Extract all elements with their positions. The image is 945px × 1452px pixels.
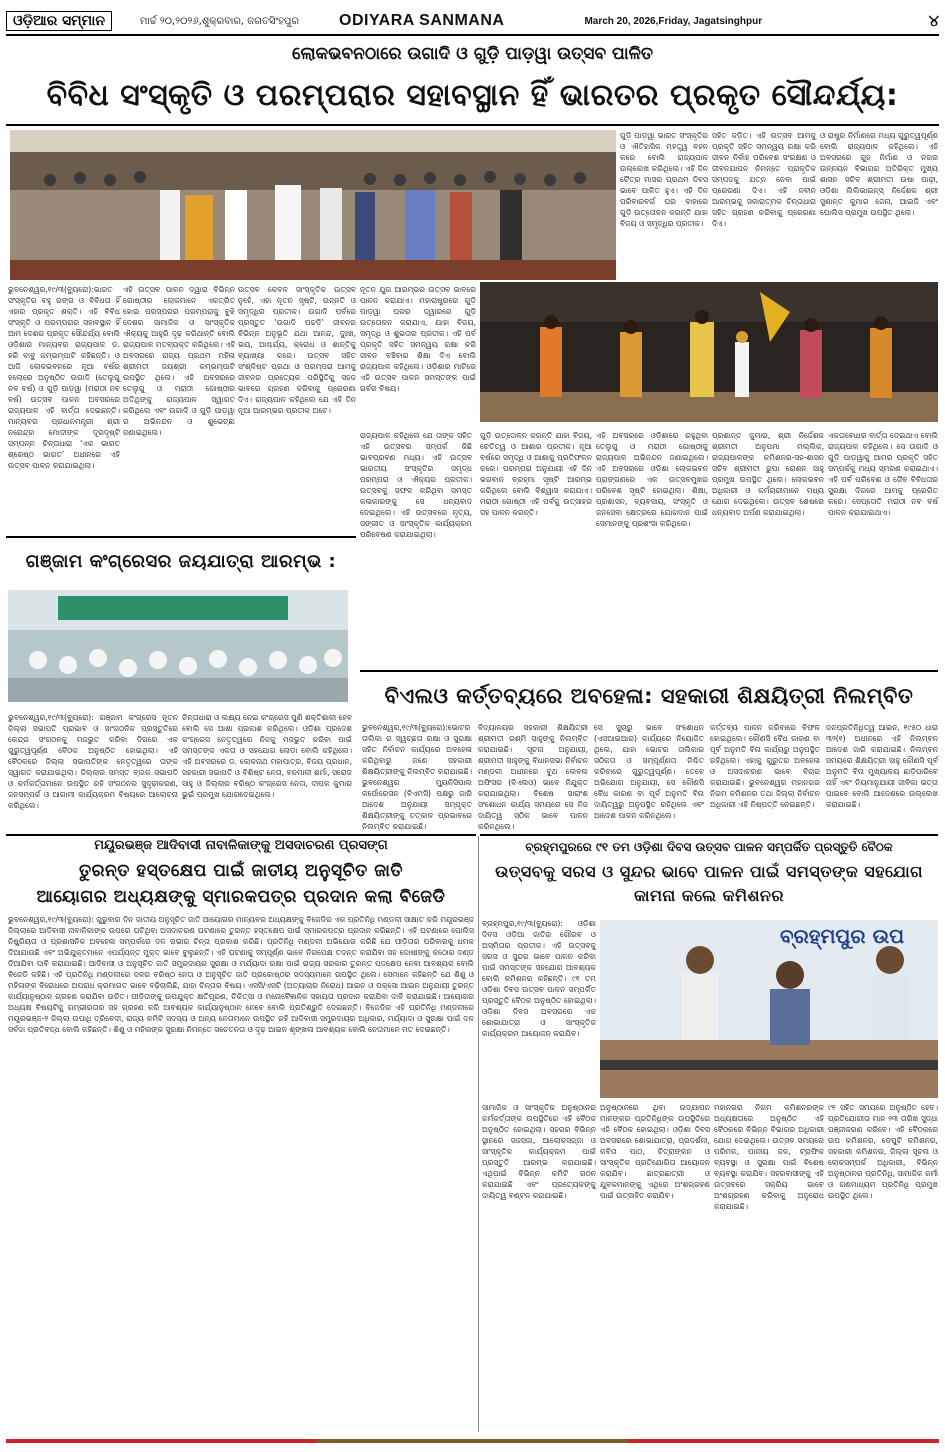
- divider: [6, 124, 939, 126]
- story5-col-1: ବ୍ରହ୍ମପୁର,୧୯/୩(ବ୍ୟୁରୋ): ଓଡ଼ିଶା ଦିବସ ଓଡ଼ିଆ ଜାତିର ଗୌରବ ଓ ଅସ୍ମିତାର ପ୍ରତୀକ। ଏହି ଉତ୍ସବକୁ ସରସ ଓ ସୁନ୍ଦର ଭାବେ ପାଳନ କରିବା ପାଇଁ ସମସ୍ତଙ୍କ ସହଯୋଗ ଆବଶ୍ୟକ ବୋଲି କମିଶନର କହିଛନ୍ତି। ୯୧ ତମ ଓଡ଼ିଶା ଦିବସ ଉତ୍ସବ ପାଳନ ସମ୍ପର୍କିତ ପ୍ରସ୍ତୁତି ବୈଠକ ଅନୁଷ୍ଠିତ ହୋଇଥିଲା। ଓଡ଼ିଶା ଦିବସ ଅବସରରେ ଏକ ଶୋଭାଯାତ୍ରା ଓ ସାଂସ୍କୃତିକ କାର୍ଯ୍ୟକ୍ରମ ଆୟୋଜନ କରାଯିବ।: [482, 919, 596, 1038]
- story2-col-1: ଭୁବନେଶ୍ୱର,୧୯/୩(ବ୍ୟୁରୋ): ଗଞ୍ଜାମ କଂଗ୍ରେସ ନୂତନ ଜିଲ୍ଲା ସଭାପତି ପ୍ରଭାବ ଓ ସାଂଗଠନିକ ପ୍ରସ୍ତୁତିରେ କେନ୍ଦ୍ର ସଂଗଠନକୁ ମଜଭୁତ କରିବା ଦିଗରେ ଏକ ଗୁରୁତ୍ୱପୂର୍ଣ୍ଣ ବୈଠକ ଅନୁଷ୍ଠିତ ହୋଇଥିଲା। ଏହି ବୈଠକରେ ଜିଲ୍ଲା ସଭାପତିଙ୍କ ନେତୃତ୍ୱରେ ତାଙ୍କ ସ୍ୱାଗତ କରାଯାଇଥିଲା। ଜିଲ୍ଲାର ସମସ୍ତ ବ୍ଲକ ସଭାପତି ଓ କର୍ମକର୍ତ୍ତାମାନେ ଉପସ୍ଥିତ ରହି ସଂଗଠନର ସୁଦୃଢ଼ୀକରଣ, ଜନସମ୍ପର୍କ ଓ ଆଗାମୀ କାର୍ଯ୍ୟକ୍ରମ ବିଷୟରେ ଆଲୋଚନା କରିଥିଲେ।: [8, 713, 178, 810]
- lead-col-9: ଏକତାବୋଧର ବାର୍ତ୍ତା ଦେଇଥାଏ ବୋଲି ରାଜ୍ୟପାଳ କହିଥିଲେ। ସେ ଉଗାଦି ଓ ଗୁଡ଼ି ପାଡ଼ୱାକୁ ଆମର ପ୍ରକୃତି ସହିତ ସମ୍ପର୍କକୁ ମଧ୍ୟ ସ୍ମରଣ କରାଇଥାଏ। ଏହି ପର୍ବ ପରିବେଶ ଓ ଜୈବ ବିବିଧତାର ସୁରକ୍ଷା ଦିଗରେ ଆମକୁ ପ୍ରେରିତ କରେ। ସେପ୍ତୋତି ମରାଠୀ ନବ ବର୍ଷ ପାଳନ କରାଯାଇଥାଏ।: [828, 431, 938, 517]
- lead-col-8b: ଗୁଡ଼ି ଉତ୍ତୋଳନ କରନ୍ତି ଯାହା ବିଜୟ, ଚେତିତ୍ୱ ଓ ଆଶାର ପ୍ରତୀକ। ନୂଆ ବର୍ଷରେ ସମୃଦ୍ଧି ଓ ଆଶାକୁ ପ୍ରତିଫଳନ କରେ। ପରମ୍ପରା ଅନୁଯାୟୀ ଏହି ଦିନ ଭଗବାନ ବ୍ରହ୍ମା ସୃଷ୍ଟି ଆରମ୍ଭ କରିଥିଲେ ବୋଲି ବିଶ୍ୱାସ କରାଯାଏ। ମରାଠୀ ଗୋଷ୍ଠୀ ଏହି ପର୍ବକୁ ଉତ୍ସାହର ସହ ପାଳନ କରନ୍ତି।: [480, 431, 592, 517]
- page-number: ୪: [928, 11, 939, 30]
- story4-headline-line1: ତୁରନ୍ତ ହସ୍ତକ୍ଷେପ ପାଇଁ ଜାତୀୟ ଅନୁସୂଚିତ ଜାତି: [79, 861, 403, 881]
- date-odia: ମାର୍ଚ୍ଚ ୨୦,୨୦୨୬,ଶୁକ୍ରବାର, ଜଗତସିଂହପୁର: [139, 15, 299, 27]
- story3-col-1: ଭୁବନେଶ୍ୱର,୧୯/୩(ବ୍ୟୁରୋ):ଭୋଟର ତାଲିକା ର ସ୍ୱଚ୍ଛତା ରକ୍ଷା ଓ ସୁରକ୍ଷା ସହିତ ନିର୍ବାଚନ କାର୍ଯ୍ୟରେ ଅବହେଳା କରିଥିବାରୁ ଜଣେ ସହକାରୀ ଶିକ୍ଷୟିତ୍ରୀଙ୍କୁ ନିଲମ୍ବିତ କରାଯାଇଛି। ଭୁବନେଶ୍ୱର ମ୍ୟୁନିସିପାଲ କର୍ପୋରେସନ (ବିଏମସି) ପକ୍ଷରୁ ଜାରି ଆଦେଶ ଅନୁଯାୟୀ ସମ୍ପୃକ୍ତ ଶିକ୍ଷୟିତ୍ରୀଙ୍କୁ ତତ୍କାଳ ପ୍ରଭାବରେ ନିଲମ୍ବିତ କରାଯାଇଛି।: [362, 723, 472, 831]
- divider: [6, 834, 476, 836]
- lead-col-8d: ପ୍ରଶାନ୍ତ କୁମାର, ଶ୍ରୀ ନିର୍ଦ୍ଦେଶକ ଶ୍ରୀମତୀ ଅନୁପମା ମଲ୍ଲିକ, ରାଜ୍ୟପାଳଙ୍କ କମିଶନର-ସହ-ଶାସନ ସଚିବ ଶ୍ରୀମତୀ ରୁପା ରୋଶନ ସାହୁ ପ୍ରମୁଖ ଉପସ୍ଥିତ ଥିଲେ। ଲୋକଭବନ ଅଧିକାରୀ ଓ କର୍ମଚାରୀମାନେ ମଧ୍ୟ ଯୋଗ ଦେଇଥିଲେ। ଉତ୍ସବ ଶେଷରେ ଧନ୍ୟବାଦ ଅର୍ପଣ କରାଯାଇଥିଲା।: [712, 431, 824, 517]
- date-english: March 20, 2026,Friday, Jagatsinghpur: [584, 15, 763, 27]
- story5-kicker: ବ୍ରହ୍ମପୁରରେ ୯୧ ତମ ଓଡ଼ିଶା ଦିବସ ଉତ୍ସବ ପାଳନ ସମ୍ପର୍କିତ ପ୍ରସ୍ତୁତି ବୈଠକ: [525, 840, 893, 854]
- story5-headline: ଉତ୍ସବକୁ ସରସ ଓ ସୁନ୍ଦର ଭାବେ ପାଳନ ପାଇଁ ସମସ୍ତଙ୍କ ସହଯୋଗ କାମନା କଲେ କମିଶନର: [495, 862, 923, 905]
- story4-body: ଭୁବନେଶ୍ୱର,୧୯/୩(ବ୍ୟୁରୋ): ଗୁରୁବାର ଦିନ ଜାତୀୟ ଅନୁସୂଚିତ ଜାତି ଆୟୋଗର ମାନ୍ୟବର ଅଧ୍ୟକ୍ଷଙ୍କୁ ବିଜେଡିର ଏକ ପ୍ରତିନିଧି ମଣ୍ଡଳୀ ସାକ୍ଷାତ କରି ମୟୂରଭଞ୍ଜ ଜିଲ୍ଲାରେ ଆଦିବାସୀ ନାବାଳିକାଙ୍କ ଉପରେ ଘଟିଥିବା ଅସଦାଚରଣ ଘଟଣାରେ ତୁରନ୍ତ ହସ୍ତକ୍ଷେପ ପାଇଁ ସ୍ମାରକପତ୍ର ପ୍ରଦାନ କରିଛନ୍ତି। ଏହି ଘଟଣାରେ ପୋଲିସ ନିଷ୍କ୍ରିୟତା ଓ ପ୍ରଶାସନିକ ଅବହେଳା ସମ୍ପର୍କରେ ଦଳ ଗଭୀର ଚିନ୍ତା ପ୍ରକାଶ କରିଛି। ପ୍ରତିନିଧି ମଣ୍ଡଳୀ ଅଭିଯୋଗ କରିଛି ଯେ ପୀଡ଼ିତାର ପରିବାରକୁ ଧମକ ଦିଆଯାଉଛି ଏବଂ ଅଭିଯୁକ୍ତମାନେ ଏପର୍ଯ୍ୟନ୍ତ ମୁକ୍ତ ଭାବେ ବୁଲୁଛନ୍ତି। ଏହି ଘଟଣାକୁ ସମ୍ପୂର୍ଣ୍ଣ ଭାବେ ନିରପେକ୍ଷ ତଦନ୍ତ କରାଯିବା ସହ ଦୋଷୀଙ୍କୁ କଠୋର ଦଣ୍ଡ ଦିଆଯିବା ଦାବି କରାଯାଇଛି। ଆଦିବାସୀ ଓ ଅନୁସୂଚିତ ଜାତି ସମ୍ପ୍ରଦାୟର ସୁରକ୍ଷା ଓ ମର୍ଯ୍ୟାଦା ରକ୍ଷା ପାଇଁ ରାଜ୍ୟ ସରକାର ତୁରନ୍ତ ପଦକ୍ଷେପ ନେବା ଆବଶ୍ୟକ ବୋଲି ବିଜେଡି କହିଛି। ଏହି ପ୍ରତିନିଧି ମଣ୍ଡଳୀରେ ଦଳର ବରିଷ୍ଠ ନେତା ଓ ଅନୁସୂଚିତ ଜାତି ପ୍ରକୋଷ୍ଠର ସଦସ୍ୟମାନେ ଉପସ୍ଥିତ ଥିଲେ। ସେମାନେ କହିଛନ୍ତି ଯେ ଶିଶୁ ଓ ମହିଳାଙ୍କ ବିରୋଧରେ ଅପରାଧ କ୍ରମାଗତ ଭାବେ ବଢ଼ିଚାଲିଛି, ଯାହା ଚିନ୍ତାର ବିଷୟ। ଏସସି/ଏସଟି (ଅତ୍ୟାଚାର ନିରୋଧ) ଆଇନ ଓ ପକ୍ସୋ ଆଇନ ଅନୁଯାୟୀ ତୁରନ୍ତ କାର୍ଯ୍ୟାନୁଷ୍ଠାନ ଗ୍ରହଣ କରାଯିବା ଉଚିତ। ପୀଡ଼ିତାଙ୍କୁ ଉପଯୁକ୍ତ କ୍ଷତିପୂରଣ, ଚିକିତ୍ସା ଓ ମନୋବୈଜ୍ଞାନିକ ସହାୟତା ପ୍ରଦାନ କରାଯିବା ଦାବି କରାଯାଇଛି। ଆୟୋଗର ଅଧ୍ୟକ୍ଷ ବିଷୟଟିକୁ ଗମ୍ଭୀରତାର ସହ ଗ୍ରହଣ କରି ଆବଶ୍ୟକ କାର୍ଯ୍ୟାନୁଷ୍ଠାନ ନେବେ ବୋଲି ପ୍ରତିଶ୍ରୁତି ଦେଇଛନ୍ତି। ବିଜେଡିର ଏହି ପ୍ରତିନିଧି ମଣ୍ଡଳୀରେ ମୟୂରଭଞ୍ଜ-୨ ଜିଲ୍ଲା ଉପାଧି ତ୍ରିବେଦୀ, ରାଜ୍ୟ କମିଟି ସଦସ୍ୟ ଓ ଅନ୍ୟ ନେତାମାନେ ଉପସ୍ଥିତ ରହି ଆଦିବାସୀ ସମ୍ପ୍ରଦାୟର ଅଧିକାର, ମର୍ଯ୍ୟାଦା ଓ ସୁରକ୍ଷା ପାଇଁ ଦଳ ସର୍ବଦା ପ୍ରତିବଦ୍ଧ ବୋଲି କହିଛନ୍ତି। ଶିଶୁ ଓ ମହିଳାଙ୍କ ସୁରକ୍ଷା ନିମନ୍ତେ ସଚେତନତା ଓ ଦୃଢ଼ ଆଇନ ଶୃଙ୍ଖଳା ଆବଶ୍ୟକ ବୋଲି ନେତାମାନେ ମତ ଦେଇଛନ୍ତି।: [8, 915, 474, 1034]
- story5-col-2: ସାମାଜିକ ଓ ସାଂସ୍କୃତିକ ଅନୁଷ୍ଠାନର କର୍ମକର୍ତ୍ତାଙ୍କ ଉପସ୍ଥିତିରେ ଏହି ବୈଠକ ଅନୁଷ୍ଠିତ ହୋଇଥିଲା। ସହରର ବିଭିନ୍ନ ସ୍ଥାନରେ ସଜସଜା, ଆଲୋକସଜ୍ଜା ଓ ସାଂସ୍କୃତିକ କାର୍ଯ୍ୟକ୍ରମ ପାଇଁ ପ୍ରସ୍ତୁତି ଆରମ୍ଭ କରାଯାଇଛି। ଏଥିପାଇଁ ବିଭିନ୍ନ କମିଟି ଗଠନ କରାଯାଇଛି ଏବଂ ପ୍ରତ୍ୟେକଙ୍କୁ ଦାୟିତ୍ୱ ବଣ୍ଟନ କରାଯାଇଛି।: [482, 1103, 596, 1200]
- meeting-photo-image: [8, 590, 348, 702]
- newspaper-logo: ଓଡ଼ିଆର ସମ୍ମାନ: [6, 11, 112, 31]
- lead-photo-dance: [480, 282, 938, 422]
- story3-col-2: ବିଦ୍ୟାଳୟର ସହକାରୀ ଶିକ୍ଷୟିତ୍ରୀ ଶ୍ରୀମତୀ ରଶ୍ମି ସାହୁଙ୍କୁ ନିଲମ୍ବିତ କରାଯାଇଛି। ସୂଚନା ଅନୁଯାୟୀ, ଶ୍ରୀମତୀ ସାହୁଙ୍କୁ ବିଧାନସଭା ନିର୍ବାଚନ ମଣ୍ଡଳୀ ଅଧୀନରେ ବୁଥ ଲେବଲ ଅଫିସର (ବିଏଲଓ) ଭାବେ ନିଯୁକ୍ତ କରାଯାଇଥିଲା। ବିଶେଷ ସାରାଂଶ ସଂଶୋଧନ କାର୍ଯ୍ୟ ସମୟରେ ସେ ନିଜ ଦାୟିତ୍ୱ ସଠିକ ଭାବେ ପାଳନ କରିନଥିଲେ।: [478, 723, 588, 831]
- dance-photo-image: [480, 282, 938, 422]
- lead-col-7: ଓ ରାଷ୍ଟ୍ର ନିର୍ମାଣରେ ମଧ୍ୟ ଗୁରୁତ୍ୱପୂର୍ଣ୍ଣ ବୋଲି ରାଜ୍ୟପାଳ କହିଥିଲେ। ଏହି ଅବସରରେ ଗୁହ ନିର୍ମାଣ ଓ ନଗର ଉନ୍ନୟନ ବିଭାଗର ଅତିରିକ୍ତ ମୁଖ୍ୟ ଶାସନ ସଚିବ ଶ୍ରୀମତୀ ଉଷା ପାଢ଼ୀ, ଓଡ଼ିଶା ଲିଲିଭାଇନ୍ସ୍ ନିର୍ଦ୍ଦେଶକ ଶ୍ରୀ ସୁଶାନ୍ତ କୁମାର ଜେନା, ଆଇଜି ଏବଂ ପୋଲିସ ପ୍ରମୁଖ ଉପସ୍ଥିତ ଥିଲେ।: [820, 131, 938, 217]
- footer-band-red: [6, 1439, 317, 1443]
- column-divider: [478, 836, 479, 1432]
- story4-kicker: ମୟୂରଭଞ୍ଜ ଆଦିବାସୀ ନାବାଳିକାଙ୍କୁ ଅସଦାଚରଣ ପ୍ରସଙ୍ଗ: [94, 838, 388, 853]
- audience-photo-image: [10, 130, 616, 280]
- footer-band-red: [628, 1439, 939, 1443]
- footer-stripe: [6, 1436, 939, 1446]
- story5-col-3: ଅନୁଷ୍ଠାନରେ ଥିବା ଉଦ୍‌ଯାପନ ମାନଙ୍କର ପ୍ରତିନିଧିଙ୍କ ଉପସ୍ଥିତିରେ ଏହି ବୈଠକ ହୋଇଥିଲା। ଓଡ଼ିଶା ଦିବସ ଅବସରରେ ଶୋଭାଯାତ୍ରା, ପ୍ରଦର୍ଶନୀ, କବିତା ପାଠ, ଚିତ୍ରାଙ୍କନ ଓ ସାଂସ୍କୃତିକ ପ୍ରତିଯୋଗିତା ଆୟୋଜନ କରାଯିବ। ଛାତ୍ରଛାତ୍ରୀ ଓ ଯୁବକମାନଙ୍କୁ ଏଥିରେ ଅଂଶଗ୍ରହଣ ପାଇଁ ଉତ୍ସାହିତ କରାଯିବ।: [600, 1103, 710, 1200]
- story5-col-5: ୯୧ ସହିତ ସମୟରେ ଅନୁଷ୍ଠିତ ହେବ। ପ୍ରତିଯୋଗୀତା ମାନ ୨୩ ତାରିଖ ସୁଦ୍ଧା ପଞ୍ଜୀକରଣ କରିବେ। ଏହି ବୈଠକରେ ଉପ କମିଶନର, ଡେପୁଟି କମିଶନର, ସହକାରୀ କମିଶନର, ଜିଲ୍ଲା ସୂଚନା ଓ ଲୋକସମ୍ପର୍କ ଅଧିକାରୀ, ବିଭିନ୍ନ ଅନୁଷ୍ଠାନର ପ୍ରତିନିଧି, ସାମାଜିକ କର୍ମୀ ଓ ଗଣମାଧ୍ୟମ ପ୍ରତିନିଧି ପ୍ରମୁଖ ଉପସ୍ଥିତ ଥିଲେ।: [828, 1103, 938, 1200]
- story3-col-4: କର୍ତ୍ତବ୍ୟ ପାଳନ କରିବାରେ ବିଫଳ ହୋଇଥିଲେ। କୌଣସି ବୈଧ କାରଣ ବା ପୂର୍ବ ଅନୁମତି ବିନା କାର୍ଯ୍ୟରୁ ଅନୁପସ୍ଥିତ ରହିଥିଲେ। ଏହାକୁ ଗୁରୁତର ଅବହେଳା ଓ ଅସଦାଚରଣ ଭାବେ ବିଚାର କରାଯାଇଛି। ଭୁବନେଶ୍ୱର ମହାନଗର ନିଗମ କମିଶନର ତଥା ଜିଲ୍ଲା ନିର୍ବାଚନ ଅଧିକାରୀ ଏହି ନିଷ୍ପତ୍ତି ନେଇଛନ୍ତି।: [710, 723, 820, 809]
- lead-headline: ବିବିଧ ସଂସ୍କୃତି ଓ ପରମ୍ପରାର ସହାବସ୍ଥାନ ହିଁ ଭାରତର ପ୍ରକୃତ ସୌନ୍ଦର୍ଯ୍ୟ:: [46, 78, 899, 113]
- lead-col-2: ଏହି ଉତ୍ସବ ପାଳନ ଦ୍ୱାରା ବିଭିନ୍ନ ଗୋଷ୍ଠୀର ଲୋକମାନେ ଏକତ୍ରିତ ହୋଇ ପରସ୍ପରର ପରମ୍ପରାକୁ ବୁଝି ଦେଶର ସାମାଜିକ ଓ ସାଂସ୍କୃତିକ ଐକ୍ୟକୁ ଆହୁରି ଦୃଢ଼ କରିଥାନ୍ତି ବୋଲି ରାଜ୍ୟପାଳ ମତବ୍ୟକ୍ତ କରିଥିଲେ। ଏହି ଅବସରରେ ରାଜ୍ୟ ପ୍ରଥମ ମହିଳା ଶ୍ରୀମତୀ ଜୟଶ୍ରୀ କମ୍ଭମ୍ପାଟି ଉପସ୍ଥିତ ଥିଲେ। ଏହି ଅବସରରେ ତେଲୁଗୁ ଓ ମରାଠୀ ଗୋଷ୍ଠୀର ଅତିଥିଙ୍କୁ ରାଜ୍ୟପାଳ ସ୍ୱାଗତ କରିଥିଲେ ଏବଂ ଉଗାଦି ଓ ଗୁଡ଼ି ପାଡ଼ୱା ର ଅଭିନନ୍ଦନ ଓ ଶୁଭେଚ୍ଛା ଜଣାଇଥିଲେ।: [123, 285, 235, 437]
- lead-col-8a: ରାଜ୍ୟପାଳ କହିଥିଲେ ଯେ ତାଙ୍କ ସହିତ ଏହି ଉତ୍ସବର ସମ୍ପର୍କ କିଛି ଭାବପ୍ରବଣ ମଧ୍ୟ। ଏହି ଉତ୍ସବ ଭାରତୀୟ ସଂସ୍କୃତିର ସମୃଦ୍ଧ ପରମ୍ପରା ଓ ଐକ୍ୟର ପ୍ରତୀକ। ଉତ୍ସବକୁ ସଫଳ କରିଥିବା ସମସ୍ତ କଳାକାରଙ୍କୁ ସେ ଧନ୍ୟବାଦ ଦେଇଥିଲେ। ଏହି ଉତ୍ସବରେ ନୃତ୍ୟ, ସଙ୍ଗୀତ ଓ ସାଂସ୍କୃତିକ କାର୍ଯ୍ୟକ୍ରମ ପରିବେଷଣ କରାଯାଇଥିଲା।: [360, 431, 472, 539]
- divider: [6, 536, 356, 538]
- divider: [360, 670, 938, 672]
- divider: [480, 834, 938, 836]
- lead-col-8c: ଏହି ଅବସରରେ ଓଡ଼ିଶାରେ ରହୁଥିବା ତେଲୁଗୁ ଓ ମରାଠୀ ଗୋଷ୍ଠୀକୁ ରାଜ୍ୟପାଳ ଅଭିନନ୍ଦନ ଜଣାଇଥିଲେ। ଏହି ଅବସରରେ ଓଡ଼ିଶା ଲୋକଭବନ ପ୍ରାଙ୍ଗଣରେ ଏକ ଉତ୍ସବମୁଖର ପରିବେଶ ସୃଷ୍ଟି ହୋଇଥିଲା। ଶିକ୍ଷା, ପ୍ରଶାସନ, ବ୍ୟବସାୟ, ସଂସ୍କୃତି ଓ ଜନସେବା କ୍ଷେତ୍ରରେ ଯୋଗଦାନ ପାଇଁ ସେମାନଙ୍କୁ ପ୍ରଶଂସା କରିଥିଲେ।: [596, 431, 708, 528]
- story5-col-4: ମହାନଗର ନିଗମ କମିଶନରଙ୍କ ଅଧ୍ୟକ୍ଷତାରେ ଅନୁଷ୍ଠିତ ଏହି ବୈଠକରେ ବିଭିନ୍ନ ବିଭାଗର ଅଧିକାରୀ ଯୋଗ ଦେଇଥିଲେ। ଉତ୍ସବ ସମୟରେ ପରିମଳ, ପାନୀୟ ଜଳ, ଟ୍ରାଫିକ ବ୍ୟବସ୍ଥା ଓ ସୁରକ୍ଷା ପାଇଁ ବିଶେଷ ବ୍ୟବସ୍ଥା କରାଯିବ। ସହରବାସୀଙ୍କୁ ଏହି ଉତ୍ସବରେ ସକ୍ରିୟ ଭାବେ ଅଂଶଗ୍ରହଣ କରିବାକୁ ଅନୁରୋଧ କରାଯାଇଛି।: [714, 1103, 824, 1211]
- footer-band-brown: [317, 1439, 628, 1443]
- lead-col-5: ଗୁଡ଼ି ପାଡ଼ୱା ଭାରତ ସଂସ୍କୃତିର ଓ ଐତିହାସିକ ମହତ୍ତ୍ୱ ବହନ କରେ ବୋଲି ରାଜ୍ୟପାଳ ଉଲ୍ଲେଖ କରିଥିଲେ। ଏହି ଦିନ ଚୈତ୍ର ମାସର ପ୍ରଥମ ଦିବସ ଭାବେ ପାଳିତ ହୁଏ। ଏହି ଦିନ ପରିବାରବର୍ଗ ଘର ବାହାରେ ଗୁଡ଼ି ଉତ୍ତୋଳନ କରନ୍ତି ଯାହା ବିଜୟ ଓ ସମୃଦ୍ଧିର ପ୍ରତୀକ।: [620, 131, 708, 228]
- lead-photo-audience: [10, 130, 616, 280]
- lead-col-3: ଉତ୍ସବ କେବଳ ସାଂସ୍କୃତିକ ଉତ୍ସବ ନୁହେଁ, ଏହା ନୂତନ ସୃଷ୍ଟି, ଉନ୍ନତି ଓ ସମୃଦ୍ଧିର ପ୍ରତୀକ। ଉଗାଦି ପର୍ବରେ ପ୍ରସ୍ତୁତ ‘ଉଗାଦି ପଚ୍ଚଡ଼ି’ ଜୀବନର ବିଭିନ୍ନ ଅନୁଭୂତି ଯଥା ଆନନ୍ଦ, ଦୁଃଖ, ଭୟ, ଆଶ୍ଚର୍ଯ୍ୟ, କ୍ରୋଧ ଓ ଶାନ୍ତିକୁ ବ୍ୟାଖ୍ୟା କରେ। ଉତ୍ସବ ସହିତ ସଂଶ୍ଳିଷ୍ଟ ପ୍ରଥା ଓ ପରମ୍ପରା ଆମକୁ ଜୀବନର ପ୍ରତ୍ୟେକ ପରିସ୍ଥିତିକୁ ସହଜ ଭାବରେ ଗ୍ରହଣ କରିବାକୁ ପ୍ରେରଣା ଦିଏ। ରାଜ୍ୟପାଳ କହିଥିଲେ ଯେ ଏହି ଦିନ ନୂଆ ଆରମ୍ଭର ପ୍ରତୀକ ଅଟେ।: [238, 285, 356, 415]
- lead-col-6: ସହିତ ଜଡ଼ିତ। ଏହି ଉତ୍ସବ ଆମକୁ ପ୍ରକୃତି ସହିତ ସମନ୍ୱୟ ରକ୍ଷା କରି ଜୀବନ ନିର୍ବାହ ପରିବେଶ ସଂରକ୍ଷଣ ଓ ଜୀବନଯାପନ ନିମନ୍ତେ ପ୍ରାକୃତିକ ସମ୍ପଦକୁ ଯତ୍ନ ନେବା ପାଇଁ ପ୍ରେରଣା ଦିଏ। ଏହି ନବୀନ ଆରମ୍ଭକୁ ସକାରାତ୍ମକ ଚିନ୍ତାଧାରା ସହିତ ଗ୍ରହଣ କରିବାକୁ ପ୍ରେରଣା ଦିଏ।: [712, 131, 816, 228]
- story4-headline-line2: ଆୟୋଗର ଅଧ୍ୟକ୍ଷଙ୍କୁ ସ୍ମାରକପତ୍ର ପ୍ରଦାନ କଲା ବିଜେଡି: [36, 887, 446, 907]
- lead-kicker: ଲୋକଭବନଠାରେ ଉଗାଦି ଓ ଗୁଡ଼ି ପାଡ଼ୱା ଉତ୍ସବ ପାଳିତ: [292, 44, 653, 64]
- story3-headline: ବିଏଲଓ କର୍ତ୍ତବ୍ୟରେ ଅବହେଳା: ସହକାରୀ ଶିକ୍ଷୟିତ୍ରୀ ନିଲମ୍ବିତ: [384, 684, 914, 708]
- story3-col-5: ଜନପ୍ରତିନିଧିତ୍ୱ ଆଇନ, ୧୯୫୦ ଧାରା ୩୨(୧) ଅଧୀନରେ ଏହି ନିଲମ୍ବନ ଆଦେଶ ଜାରି କରାଯାଇଛି। ନିଲମ୍ବନ ସମୟରେ ଶିକ୍ଷୟିତ୍ରୀ ସାହୁ କୌଣସି ପୂର୍ବ ଅନୁମତି ବିନା ମୁଖ୍ୟାଳୟ ଛାଡ଼ିପାରିବେ ନାହିଁ ଏବଂ ନିୟମାନୁଯାୟୀ ଜୀବିକା ଭତ୍ତା ପାଇବେ ବୋଲି ଆଦେଶରେ ଉଲ୍ଲେଖ କରାଯାଇଛି।: [826, 723, 938, 809]
- newspaper-name: ODIYARA SANMANA: [339, 12, 505, 29]
- story2-photo: [8, 590, 348, 702]
- story2-col-2: ଚିନ୍ତାଧାରା ଓ ଲକ୍ଷ୍ୟ ନେଇ କଂଗ୍ରେସ ପୁଣି ଶକ୍ତିଶାଳୀ ହେବ ବୋଲି ସେ ଆଶା ପ୍ରକାଶ କରିଥିଲେ। ଓଡ଼ିଶା ପ୍ରଦେଶ କଂଗ୍ରେସ ନେତୃତ୍ୱରେ ନିଜକୁ ମଜଭୁତ କରିବା ପାଇଁ ସମସ୍ତଙ୍କ ଏକତା ଓ ସହଯୋଗ ଲୋଡ଼ା ବୋଲି କହିଥିଲେ। ଏହି ଅବସରରେ ଡ. ଲୋକନାଥ ମହାପାତ୍ର, ବିଜୟ ପ୍ରଧାନ, ସହକାରୀ ସଭାପତି ଓ ବିଶିଷ୍ଟ ନେତା, ବନମାଳୀ ଶର୍ମା, ସରୋଜ ସାହୁ ଓ ଜିଲ୍ଲାର ବରିଷ୍ଠ କଂଗ୍ରେସ ନେତା, ଦୀପକ କୁମାର ଭୁଇଁ ପ୍ରମୁଖ ଯୋଗଦେଇଥିଲେ।: [182, 713, 352, 799]
- story5-photo: [600, 920, 938, 1098]
- story3-col-3: ସେ ସୁଚାରୁ ଭାବେ ସଂଶୋଧନ (ଏସଆଇଆର) କାର୍ଯ୍ୟରେ ନିୟୋଜିତ ଥିଲେ, ଯାହା ଭୋଟର ତାଲିକାର ସଠିକତା ଓ ସମ୍ପୂର୍ଣ୍ଣତା ନିଶ୍ଚିତ କରିବାରେ ଗୁରୁତ୍ୱପୂର୍ଣ୍ଣ। ତେବେ ଅଭିଯୋଗ ଅନୁଯାୟୀ, ସେ କୌଣସି ବୈଧ କାରଣ ବା ପୂର୍ବ ଅନୁମତି ବିନା ଦାୟିତ୍ୱରୁ ଅନୁପସ୍ଥିତ ରହିଥିଲେ ଏବଂ ଆଦେଶ ପାଳନ କରିନଥିଲେ।: [594, 723, 704, 820]
- photo-banner-text: ବ୍ରହ୍ମପୁର ଉପ: [780, 924, 905, 948]
- lead-col-4: ନୂତନ ଯୁଗ ଆରମ୍ଭର ଉତ୍ସବ ଭାବରେ ପାଳନ କରାଯାଏ। ମହାରାଷ୍ଟ୍ରରେ ଗୁଡ଼ି ପାଡ଼ୱା ଘରର ଦ୍ୱାରରେ ଗୁଡ଼ି ଉତ୍ତୋଳନ କରାଯାଏ, ଯାହା ବିଜୟ, ସମୃଦ୍ଧି ଓ ଶୁଭତାର ପ୍ରତୀକ। ଏହି ପର୍ବ ପ୍ରକୃତି ସହିତ ସମନ୍ୱୟ ରକ୍ଷା କରି ଜୀବନ ବଞ୍ଚିବାର ଶିକ୍ଷା ଦିଏ ବୋଲି ରାଜ୍ୟପାଳ କହିଥିଲେ। ଓଡ଼ିଶାର ମାଟିରେ ଏହି ଉତ୍ସବ ପାଳନ ସମସ୍ତଙ୍କ ପାଇଁ ଗର୍ବର ବିଷୟ।: [360, 285, 476, 393]
- masthead: [6, 8, 939, 36]
- lead-col-1: ଭୁବନେଶ୍ୱର,୧୯/୩(ବ୍ୟୁରୋ):ଭାରତ ସଂସ୍କୃତିର ବହୁ ରଙ୍ଗ ଓ ବିବିଧତା ହିଁ ଏହାର ପ୍ରକୃତ ଶକ୍ତି। ଏହି ବିବିଧ ସଂସ୍କୃତି ଓ ପରମ୍ପରାର ସହାବସ୍ଥାନ ହିଁ ଆମ ଦେଶର ପ୍ରକୃତ ସୌନ୍ଦର୍ଯ୍ୟ ବୋଲି ଓଡ଼ିଶାର ମାନ୍ୟବର ରାଜ୍ୟପାଳ ଡ. ହରି ବାବୁ କମ୍ଭମ୍ପାଟି କହିଛନ୍ତି। ଓ ଆଜି ଲୋକଭବନରେ ନୂଆ ବର୍ଷର ହଲୋରେ ଅନୁଷ୍ଠିତ ଉଗାଦି (ତେଲୁଗୁ ନବ ବର୍ଷ) ଓ ଗୁଡ଼ି ପାଡ଼ୱା (ମରାଠୀ ନବ ବର୍ଷ) ଉତ୍ସବ ପାଳନ ଅବସରରେ ରାଜ୍ୟପାଳ ଏହି ବାର୍ତ୍ତା ଦେଇଛନ୍ତି। ମାନ୍ୟବର ପ୍ରଧାନମନ୍ତ୍ରୀ ଶ୍ରୀ ନରେନ୍ଦ୍ର ମୋଦୀଙ୍କ ଦୂରଦୃଷ୍ଟି ସମ୍ପନ୍ନ ଚିନ୍ତାଧାରା ‘ଏକ ଭାରତ ଶ୍ରେଷ୍ଠ ଭାରତ’ ଅଧୀନରେ ଏହି ଉତ୍ସବ ପାଳନ କରାଯାଇଥିଲା।: [8, 285, 120, 470]
- story2-headline: ଗଞ୍ଜାମ କଂଗ୍ରେସର ଜୟଯାତ୍ରା ଆରମ୍ଭ :: [25, 551, 337, 572]
